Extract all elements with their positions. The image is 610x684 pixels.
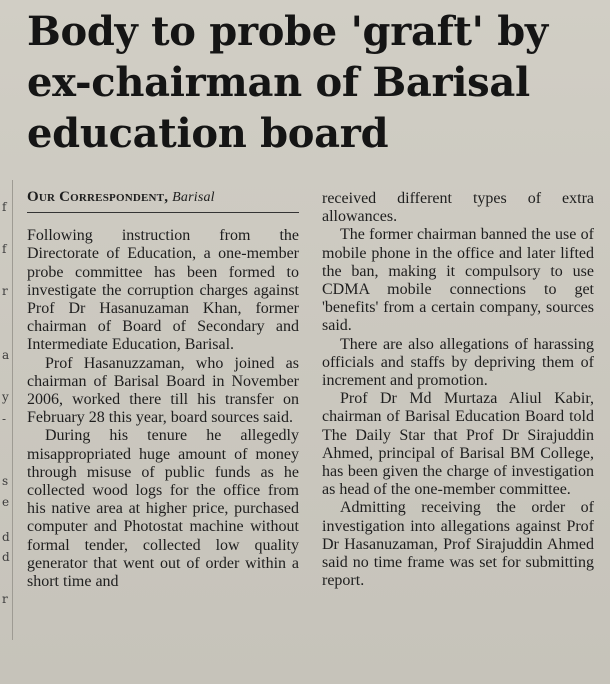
paragraph: Admitting receiving the order of investigation into allegations against Prof Dr Hasanuzaman, Prof Sirajuddin Ahmed said no time frame was set for submitting report. — [322, 499, 594, 590]
byline-author: Our Correspondent, — [27, 189, 169, 205]
article-column-2 — [322, 190, 594, 590]
paragraph: Following instruction from the Directorate of Education, a one-member probe committee has been formed to investigate the corruption charges against Prof Dr Hasanuzaman Khan, former chairman of Board of Secondary and Intermediate Education, Barisal. — [27, 227, 299, 354]
paragraph: Prof Hasanuzzaman, who joined as chairman of Barisal Board in November 2006, worked there till his transfer on February 28 this year, board sources said. — [27, 354, 299, 427]
paragraph: Prof Dr Md Murtaza Aliul Kabir, chairman of Barisal Education Board told The Daily Star that Prof Dr Sirajuddin Ahmed, principal of Barisal BM College, has been given the charge of investigation as head of the one-member committee. — [322, 390, 594, 499]
byline — [27, 188, 299, 207]
paragraph: The former chairman banned the use of mobile phone in the office and later lifted the ban, making it compulsory to use CDMA mobile connections to get 'benefits' from a certain company, sources said. — [322, 226, 594, 335]
byline-rule — [27, 212, 299, 213]
paragraph: During his tenure he allegedly misappropriated huge amount of money through misuse of public funds as he collected wood logs for the office from his native area at higher price, purchased computer and Photostat machine without formal tender, collected low quality generator that went out of order within a short time and — [27, 427, 299, 591]
article-headline: Body to probe 'graft' by ex-chairman of Barisal education board — [27, 8, 548, 157]
article-column-1 — [27, 188, 299, 591]
paragraph: There are also allegations of harassing officials and staffs by depriving them of increment and promotion. — [322, 335, 594, 390]
byline-place: Barisal — [172, 190, 215, 205]
adjacent-column-edge: f f r a y - s e d d r — [0, 180, 13, 640]
paragraph: received different types of extra allowances. — [322, 190, 594, 226]
